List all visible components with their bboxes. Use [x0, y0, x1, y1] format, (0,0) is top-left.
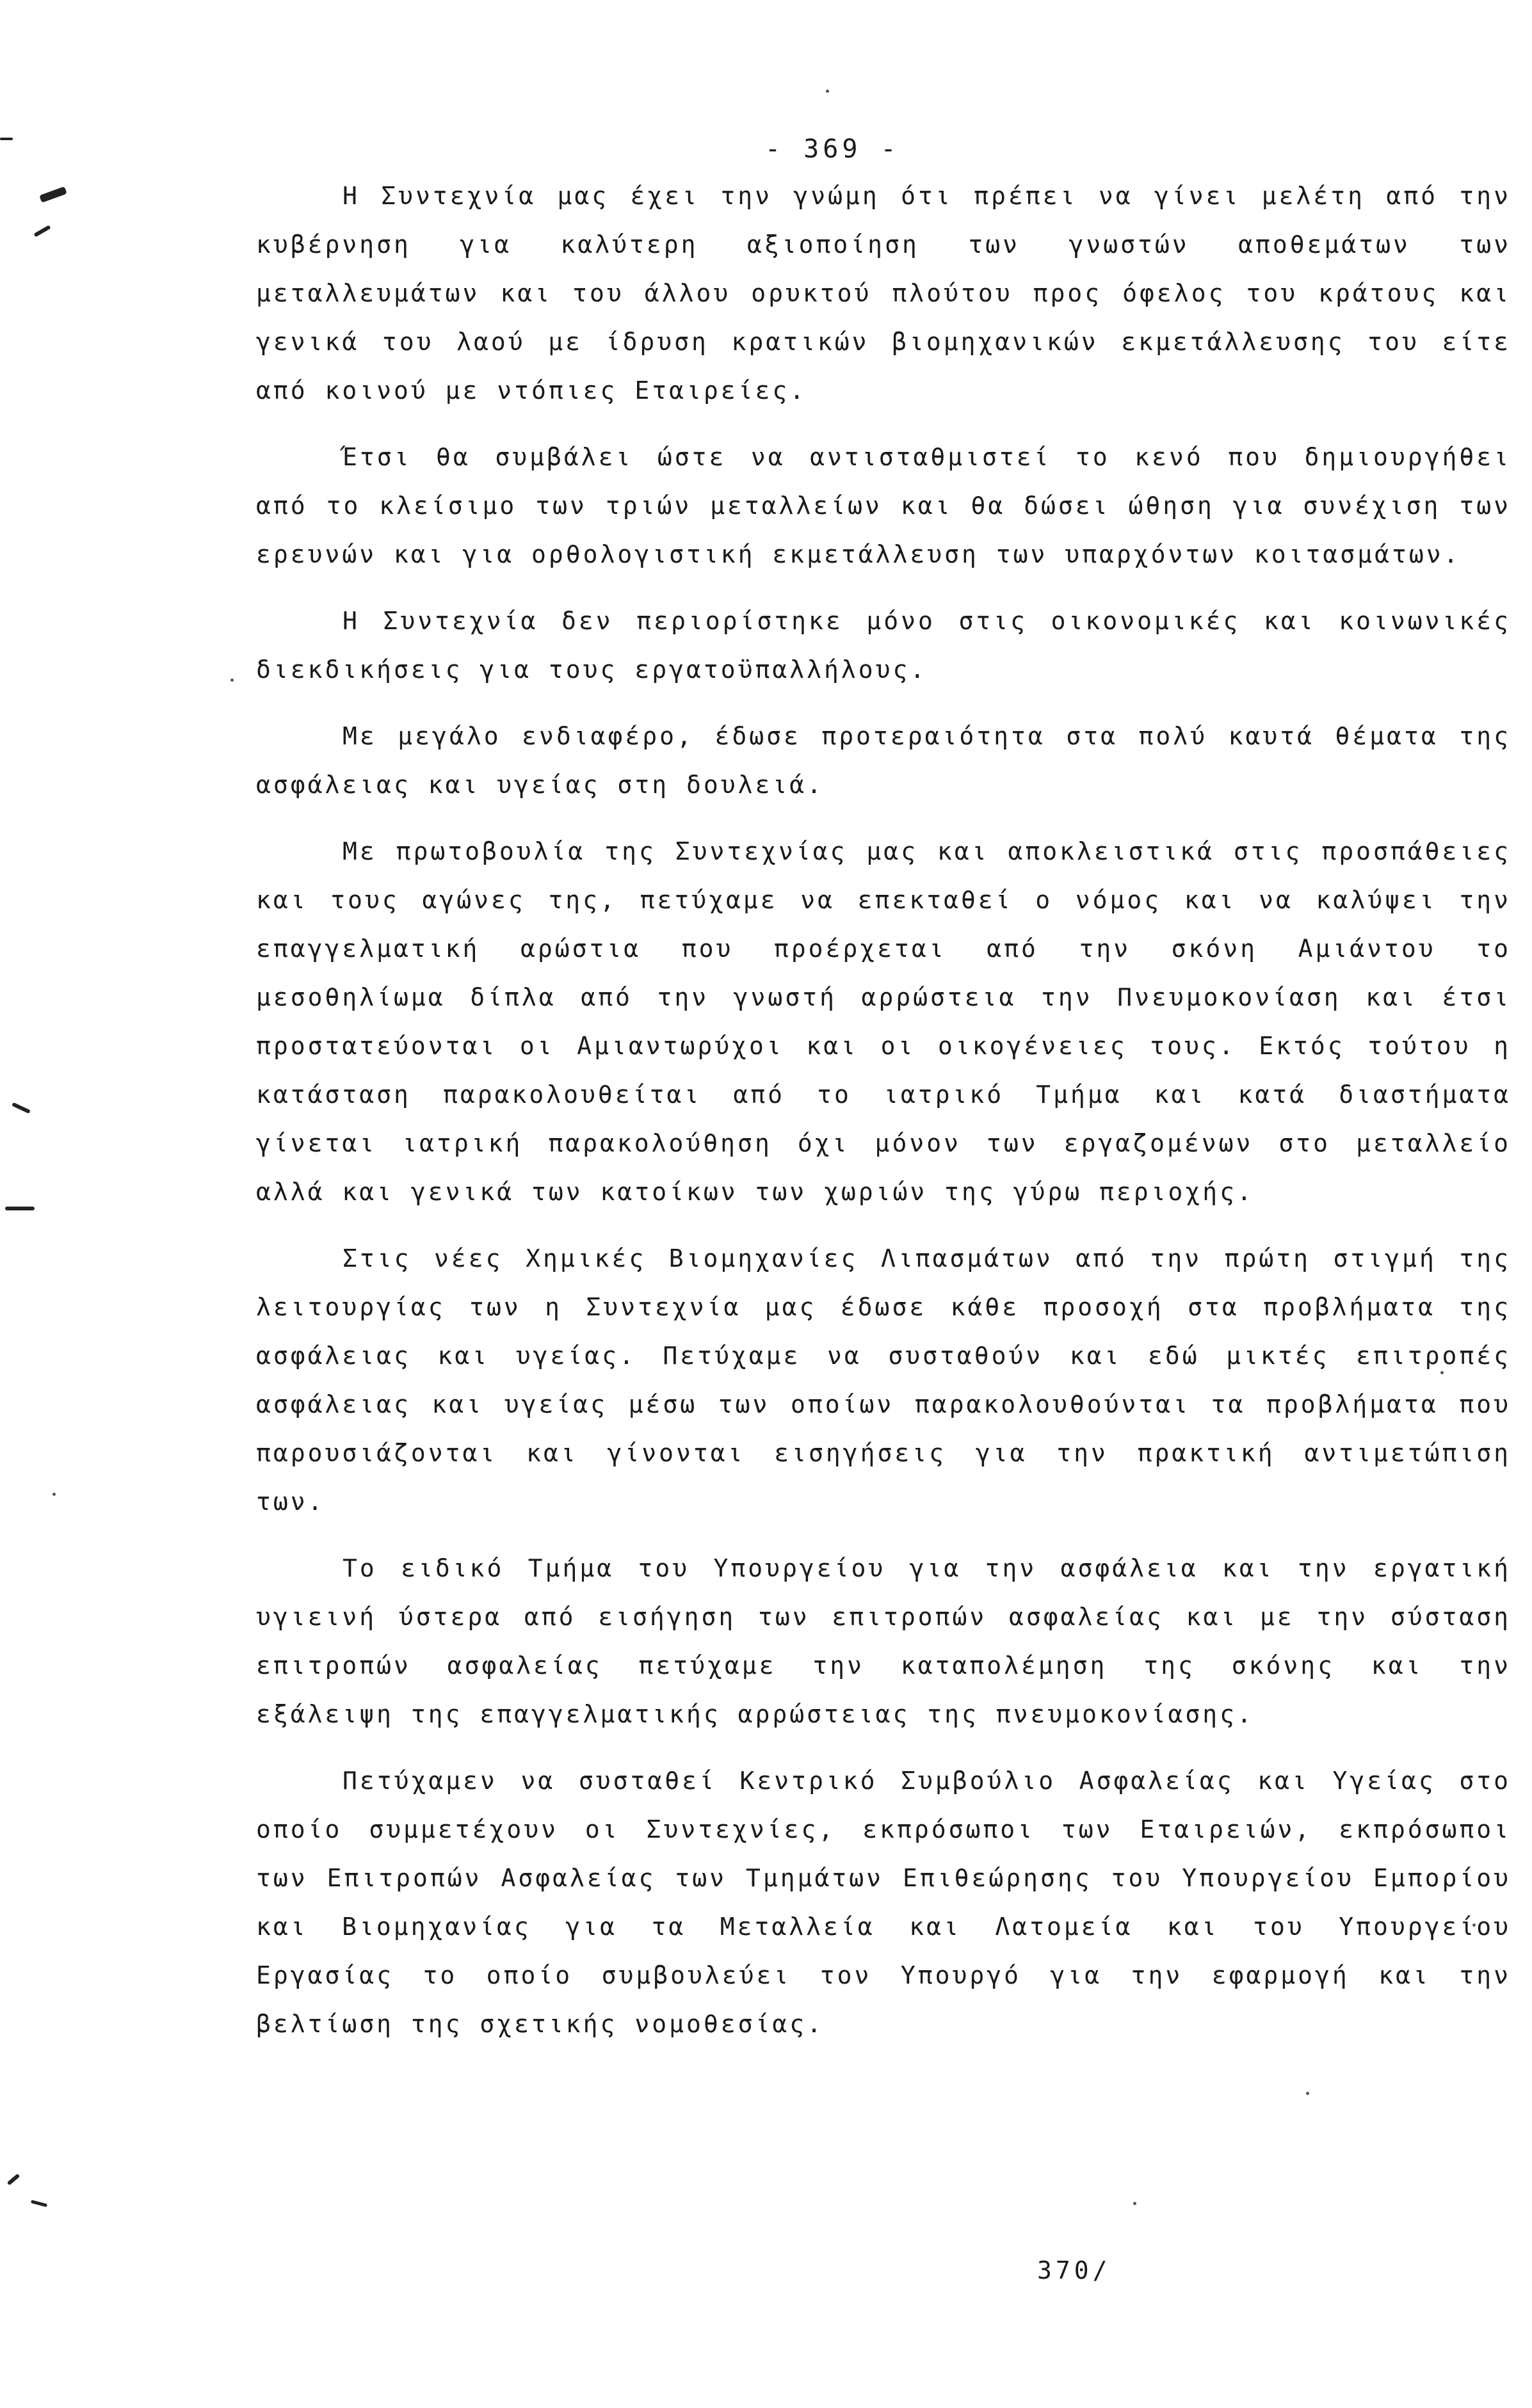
- paragraph: Έτσι θα συμβάλει ώστε να αντισταθμιστεί το κενό που δημιουργήθει από το κλείσιμο των τριών μεταλλείων και θα δώσει ώθηση για συνέχιση των ερευνών και για ορθολογιστική εκμετάλλευση των υπαρχόντων κοιτασμάτων.: [256, 443, 1511, 568]
- scan-mark: [31, 2200, 47, 2208]
- scan-mark: [39, 186, 67, 203]
- paragraph: Η Συντεχνία μας έχει την γνώμη ότι πρέπει να γίνει μελέτη από την κυβέρνηση για καλύτερη αξιοποίηση των γνωστών αποθεμάτων των μεταλλευμάτων και του άλλου ορυκτού πλούτου προς όφελος του κράτους και γενικά του λαού με ίδρυση κρατικών βιομηχανικών εκμετάλλευσης του είτε από κοινού με ντόπιες Εταιρείες.: [256, 182, 1511, 405]
- paragraph: Στις νέες Χημικές Βιομηχανίες Λιπασμάτων από την πρώτη στιγμή της λειτουργίας των η Συντεχνία μας έδωσε κάθε προσοχή στα προβλήματα της ασφάλειας και υγείας. Πετύχαμε να συσταθούν και εδώ μικτές επιτροπές ασφάλειας και υγείας μέσω των οποίων παρακολουθούνται τα προβλήματα που παρουσιάζονται και γίνονται εισηγήσεις για την πρακτική αντιμετώπιση των.: [256, 1244, 1511, 1516]
- scan-dot: [1133, 2202, 1136, 2205]
- scan-mark: [7, 2174, 20, 2186]
- scan-dot: [826, 90, 829, 93]
- paragraph: Η Συντεχνία δεν περιορίστηκε μόνο στις οικονομικές και κοινωνικές διεκδικήσεις για τους εργατοϋπαλλήλους.: [256, 607, 1511, 684]
- scan-mark: [12, 1102, 31, 1114]
- scan-mark: [0, 138, 13, 140]
- paragraph: Πετύχαμεν να συσταθεί Κεντρικό Συμβούλιο Ασφαλείας και Υγείας στο οποίο συμμετέχουν οι Συντεχνίες, εκπρόσωποι των Εταιρειών, εκπρόσωποι των Επιτροπών Ασφαλείας των Τμημάτων Επιθεώρησης του Υπουργείου Εμπορίου και Βιομηχανίας για τα Μεταλλεία και Λατομεία και του Υπουργείου Εργασίας το οποίο συμβουλεύει τον Υπουργό για την εφαρμογή και την βελτίωση της σχετικής νομοθεσίας.: [256, 1767, 1511, 2038]
- paragraph: Με μεγάλο ενδιαφέρο, έδωσε προτεραιότητα στα πολύ καυτά θέματα της ασφάλειας και υγείας στη δουλειά.: [256, 722, 1511, 799]
- scan-dot: [230, 678, 234, 682]
- scan-dot: [1306, 2092, 1309, 2095]
- scan-mark: [5, 1207, 35, 1210]
- page-number: - 369 -: [765, 134, 900, 164]
- next-page-reference: 370/: [1037, 2256, 1111, 2284]
- paragraph: Το ειδικό Τμήμα του Υπουργείου για την ασφάλεια και την εργατική υγιεινή ύστερα από εισήγηση των επιτροπών ασφαλείας και με την σύσταση επιτροπών ασφαλείας πετύχαμε την καταπολέμηση της σκόνης και την εξάλειψη της επαγγελματικής αρρώστειας της πνευμοκονίασης.: [256, 1554, 1511, 1728]
- scan-mark: [33, 225, 51, 237]
- scan-dot: [52, 1493, 56, 1496]
- paragraph: Με πρωτοβουλία της Συντεχνίας μας και αποκλειστικά στις προσπάθειες και τους αγώνες της, πετύχαμε να επεκταθεί ο νόμος και να καλύψει την επαγγελματική αρώστια που προέρχεται από την σκόνη Αμιάντου το μεσοθηλίωμα δίπλα από την γνωστή αρρώστεια την Πνευμοκονίαση και έτσι προστατεύονται οι Αμιαντωρύχοι και οι οικογένειες τους. Εκτός τούτου η κατάσταση παρακολουθείται από το ιατρικό Τμήμα και κατά διαστήματα γίνεται ιατρική παρακολούθηση όχι μόνον των εργαζομένων στο μεταλλείο αλλά και γενικά των κατοίκων των χωριών της γύρω περιοχής.: [256, 837, 1511, 1206]
- body-text: [256, 172, 1511, 2066]
